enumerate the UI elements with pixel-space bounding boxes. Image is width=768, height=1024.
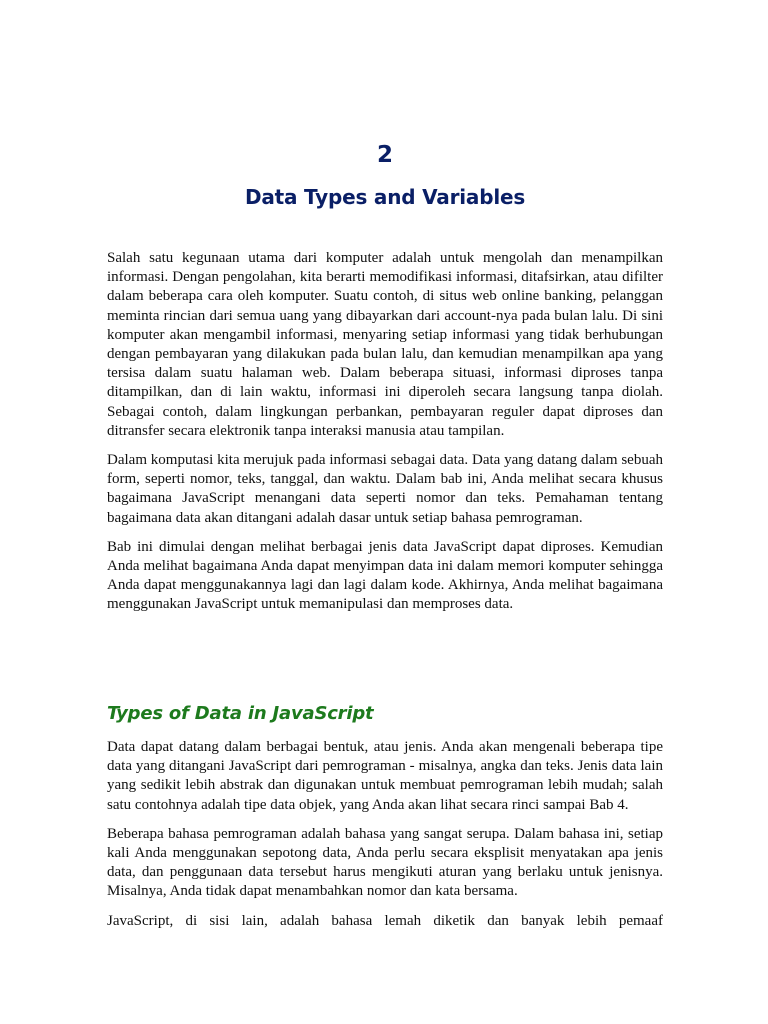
chapter-number: 2 (376, 142, 393, 168)
body-paragraph: Data dapat datang dalam berbagai bentuk, atau jenis. Anda akan mengenali beberapa tipe data yang ditangani JavaScript dari pemrograman - misalnya, angka dan teks. Jenis data lain yang sedikit lebih abstrak dan digunakan untuk membuat pemrograman lebih mudah; salah satu contohnya adalah tipe data objek, yang Anda akan lihat secara rinci sampai Bab 4. (107, 739, 663, 813)
body-paragraph: Dalam komputasi kita merujuk pada informasi sebagai data. Data yang datang dalam sebuah form, seperti nomor, teks, tanggal, dan waktu. Dalam bab ini, Anda melihat secara khusus bagaimana JavaScript menangani data seperti nomor dan teks. Pemahaman tentang bagaimana data akan ditangani adalah dasar untuk setiap bahasa pemrograman. (107, 452, 663, 526)
chapter-title: Data Types and Variables (244, 185, 526, 209)
section-text (107, 738, 663, 941)
body-paragraph: Beberapa bahasa pemrograman adalah bahasa yang sangat serupa. Dalam bahasa ini, setiap kali Anda menggunakan sepotong data, Anda perlu secara eksplisit menyatakan apa jenis data, dan penggunaan data tersebut harus mengikuti aturan yang berlaku untuk jenisnya. Misalnya, Anda tidak dapat menambahkan nomor dan kata bersama. (107, 825, 663, 900)
body-paragraph: Bab ini dimulai dengan melihat berbagai jenis data JavaScript dapat diproses. Kemudian Anda melihat bagaimana Anda dapat menyimpan data ini dalam memori komputer sehingga Anda dapat menggunakannya lagi dan lagi dalam kode. Akhirnya, Anda melihat bagaimana menggunakan JavaScript untuk memanipulasi dan memproses data. (107, 538, 663, 613)
section-heading: Types of Data in JavaScript (107, 703, 374, 724)
body-paragraph: JavaScript, di sisi lain, adalah bahasa lemah diketik dan banyak lebih pemaaf (107, 912, 663, 929)
body-paragraph: Salah satu kegunaan utama dari komputer adalah untuk mengolah dan menampilkan informasi. Dengan pengolahan, kita berarti memodifikasi informasi, ditafsirkan, atau difilter dalam beberapa cara oleh komputer. Suatu contoh, di situs web online banking, pelanggan meminta rincian dari semua uang yang dibayarkan dari account-nya pada bulan lalu. Di sini komputer akan mengambil informasi, menyaring setiap informasi yang tidak berhubungan dengan pembayaran yang dilakukan pada bulan lalu, dan kemudian menampilkan apa yang tersisa dalam suatu halaman web. Dalam beberapa situasi, informasi diproses tanpa ditampilkan, dan di lain waktu, informasi ini diperoleh secara langsung tanpa diolah. Sebagai contoh, dalam lingkungan perbankan, pembayaran reguler dapat diproses dan ditransfer secara elektronik tanpa interaksi manusia atau tampilan. (107, 250, 663, 439)
intro-text (107, 249, 663, 625)
